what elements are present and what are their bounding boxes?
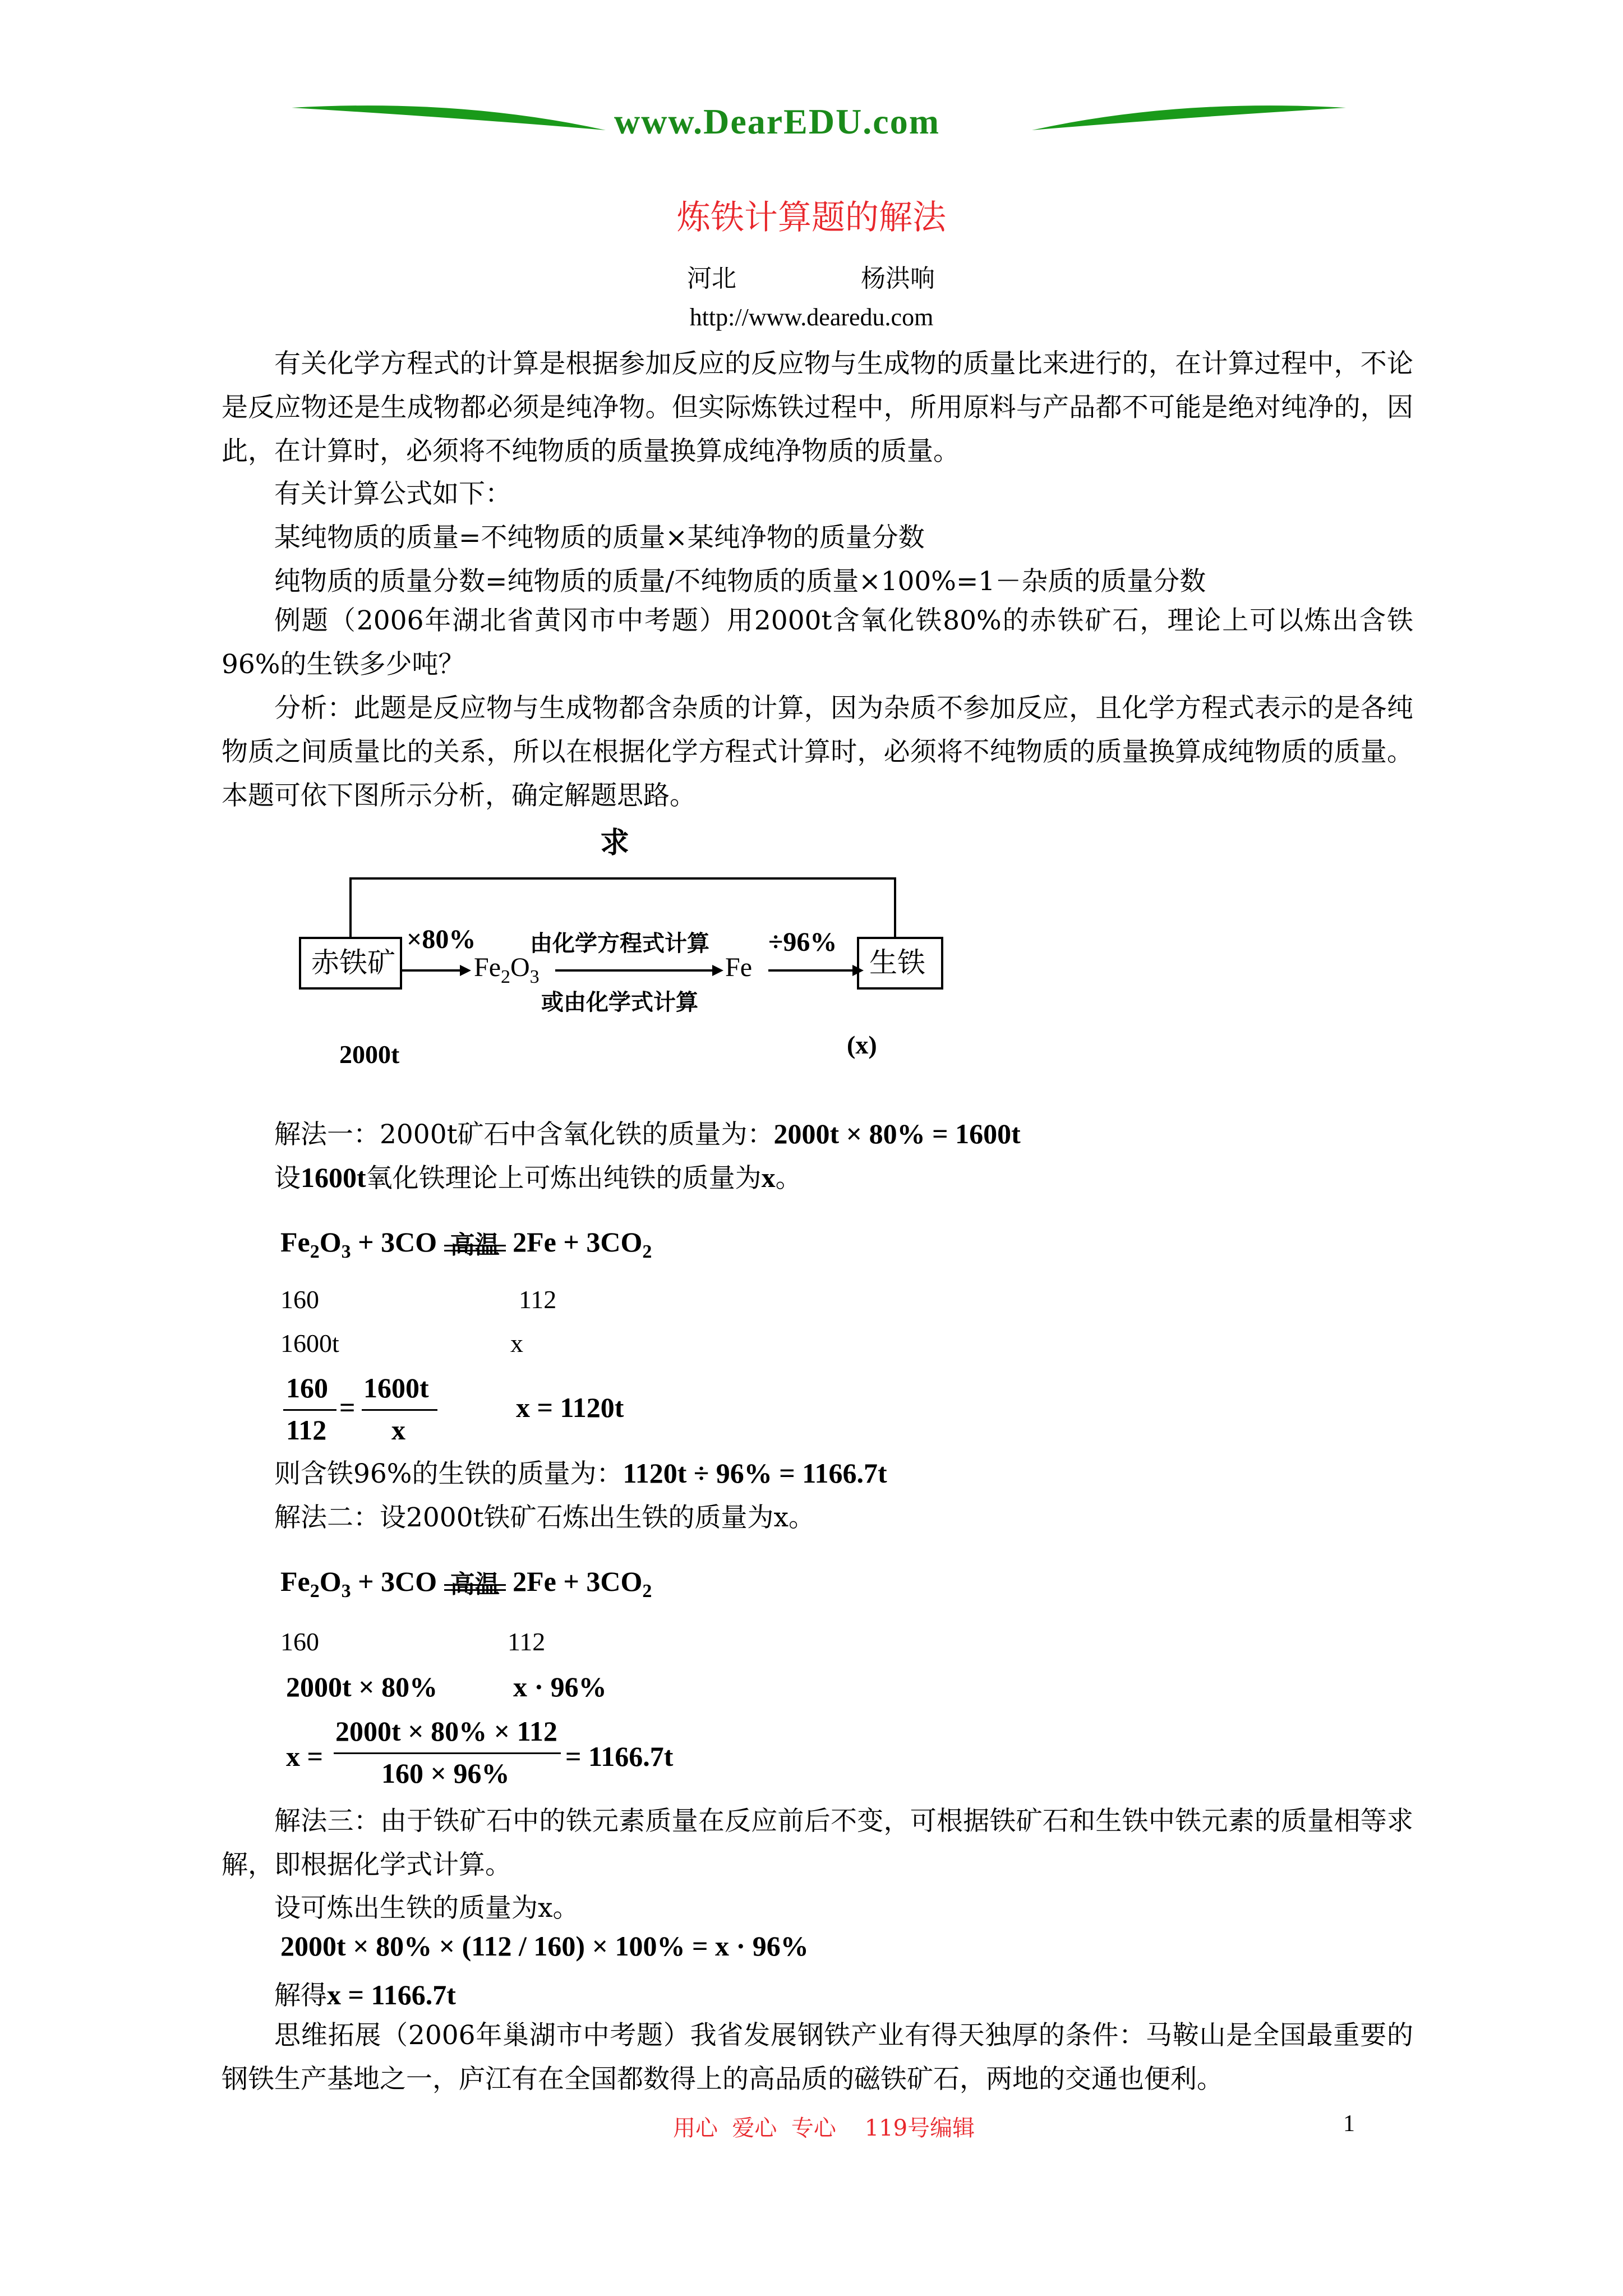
method1-frac1-bar [283,1409,336,1411]
div-96-label: ÷96% [768,927,837,957]
method1-mass-left: 1600t [280,1329,339,1358]
method3-result: x = 1166.7t [327,1979,456,2010]
method2-mass-right: x · 96% [513,1671,607,1703]
method3-equation: 2000t × 80% × (112 / 160) × 100% = x · 96% [280,1930,809,1962]
method2-mass-left: 2000t × 80% [286,1671,438,1703]
method2-mr-right: 112 [508,1627,546,1656]
method2-lead: 解法二：设2000t铁矿石炼出生铁的质量为x。 [274,1502,815,1533]
author-name: 杨洪响 [861,264,935,293]
mass-x-label: (x) [847,1030,877,1059]
method1-condition: 高温 [450,1231,500,1259]
method1-result: x = 1120t [516,1392,624,1423]
fe-label: Fe [725,953,752,982]
method1-equation: $Fe_2O_3 + 3CO$ 高温 $2Fe + 3CO_2$ [280,1226,652,1263]
arrow-bottom-label: 或由化学式计算 [541,990,698,1015]
method1-frac2-bar [362,1409,437,1411]
method1-frac1-den: 112 [286,1414,327,1446]
method2-mr-left: 160 [280,1627,319,1656]
page-title: 炼铁计算题的解法 [677,198,946,237]
method3-set: 设可炼出生铁的质量为x。 [274,1893,579,1924]
site-logo-text: www.DearEDU.com [614,102,940,141]
mul-80-label: ×80% [407,924,476,954]
page-number: 1 [1343,2111,1355,2137]
flow-diagram [280,813,981,1083]
box-hematite-label: 赤铁矿 [311,947,395,978]
method1-lead-math: 2000t × 80% = 1600t [773,1118,1021,1149]
intro-paragraph: 有关化学方程式的计算是根据参加反应的反应物与生成物的质量比来进行的，在计算过程中，不论是反应物还是生成物都必须是纯净物。但实际炼铁过程中，所用原料与产品都不可能是绝对纯净的，因此，在计算时，必须将不纯物质的质量换算成纯净物质的质量。 [222,348,1413,467]
method1-frac2-den: x [391,1414,405,1446]
method2-frac-den: 160 × 96% [381,1757,510,1789]
method2-frac-num: 2000t × 80% × 112 [335,1715,557,1747]
method1-frac2-num: 1600t [363,1372,429,1404]
method1-set: 设1600t氧化铁理论上可炼出纯铁的质量为x。 [274,1162,802,1194]
method1-mass-right: x [510,1329,523,1358]
author-region: 河北 [687,264,736,293]
method2-x-eq: x = [286,1741,323,1772]
method3-lead: 解法三：由于铁矿石中的铁元素质量在反应前后不变，可根据铁矿石和生铁中铁元素的质量相等求解，即根据化学式计算。 [222,1806,1413,1880]
mass-2000t-label: 2000t [339,1040,400,1069]
fe2o3-label: $Fe_2O_3$ [474,953,540,987]
extension-paragraph: 思维拓展（2006年巢湖市中考题）我省发展钢铁产业有得天独厚的条件：马鞍山是全国最重要的钢铁生产基地之一，庐江有在全国都数得上的高品质的磁铁矿石，两地的交通也便利。 [222,2020,1413,2095]
analysis-paragraph: 分析：此题是反应物与生成物都含杂质的计算，因为杂质不参加反应，且化学方程式表示的是各纯物质之间质量比的关系，所以在根据化学方程式计算时，必须将不纯物质的质量换算成纯物质的质量。本题可依下图所示分析，确定解题思路。 [222,693,1413,811]
method1-mr-right: 112 [519,1285,557,1314]
footer-text: 用心 爱心 专心 119号编辑 [673,2115,975,2141]
method2-equation: $Fe_2O_3 + 3CO$ 高温 $2Fe + 3CO_2$ [280,1565,652,1602]
method2-frac-bar [334,1752,561,1754]
method2-result: = 1166.7t [565,1741,674,1772]
method1-lead: 解法一：2000t矿石中含氧化铁的质量为：2000t × 80% = 1600t [274,1118,1021,1150]
example-paragraph: 例题（2006年湖北省黄冈市中考题）用2000t含氧化铁80%的赤铁矿石，理论上可以炼出含铁96%的生铁多少吨？ [222,605,1413,680]
method1-frac1-num: 160 [286,1372,328,1404]
source-url: http://www.dearedu.com [689,303,934,331]
method1-frac-eq: = [339,1392,356,1423]
arrow-top-label: 由化学方程式计算 [530,931,709,956]
method3-result-line: 解得x = 1166.7t [274,1979,456,2011]
method2-condition: 高温 [450,1570,500,1599]
method1-then-math: 1120t ÷ 96% = 1166.7t [623,1457,887,1489]
method1-mr-left: 160 [280,1285,319,1314]
method1-then: 则含铁96%的生铁的质量为：1120t ÷ 96% = 1166.7t [274,1457,887,1489]
formula-1: 某纯物质的质量=不纯物质的质量×某纯净物的质量分数 [274,522,925,553]
formula-2: 纯物质的质量分数=纯物质的质量/不纯物质的质量×100%=1－杂质的质量分数 [274,566,1206,597]
diagram-top-label: 求 [600,827,630,859]
formula-intro: 有关计算公式如下： [274,478,511,509]
box-pig-iron-label: 生铁 [869,947,925,978]
